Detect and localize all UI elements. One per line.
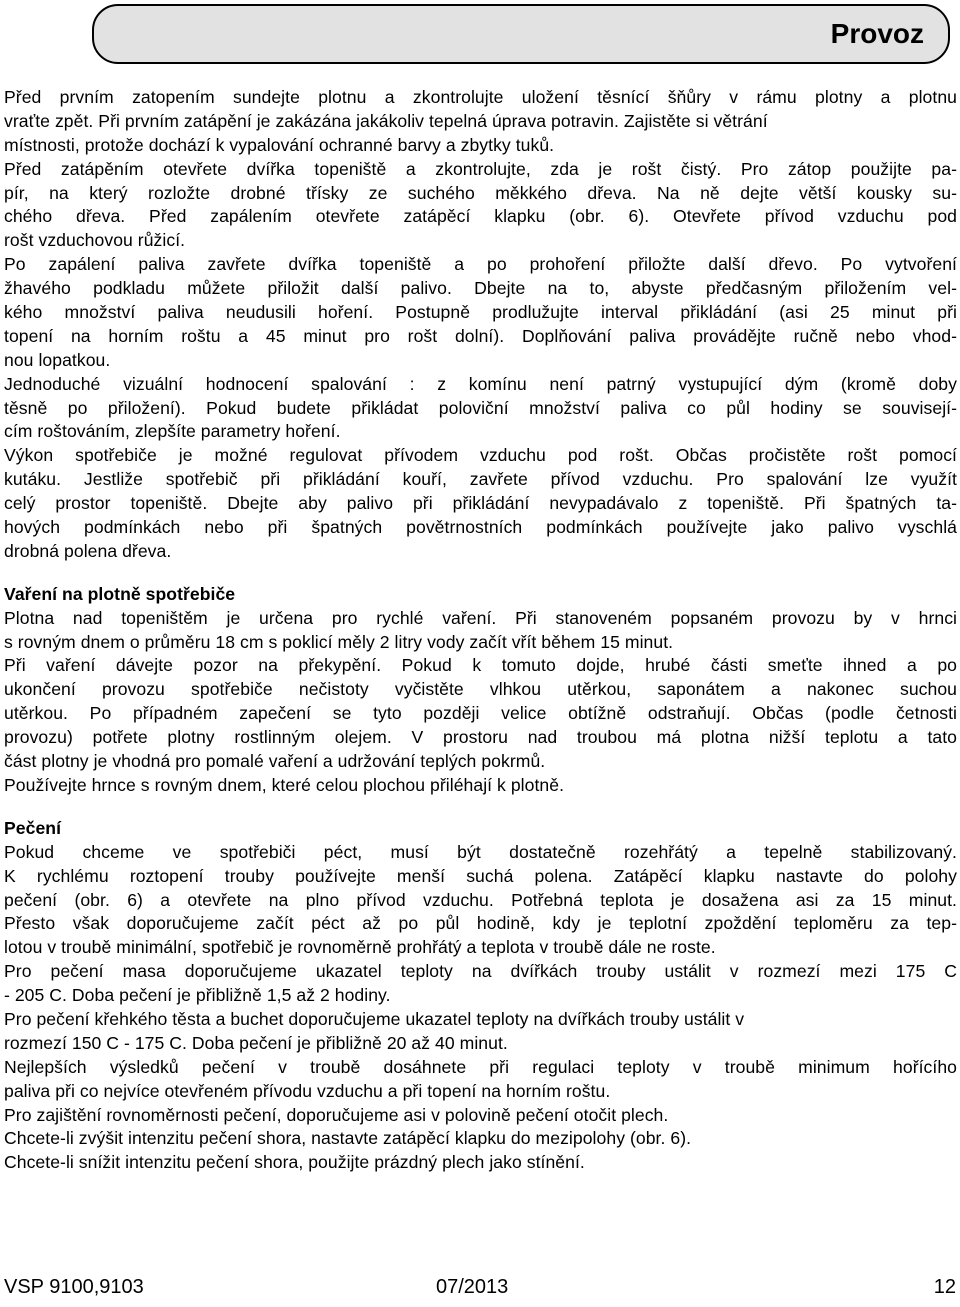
text-line: utěrkou. Po případném zapečení se tyto později velice obtížně odstraňují. Občas (podle četnosti — [4, 703, 957, 724]
text-line: ukončení provozu spotřebiče nečistoty vyčistěte vlhkou utěrkou, saponátem a nakonec suchou — [4, 679, 957, 700]
text-line: Plotna nad topeništěm je určena pro rychlé vaření. Při stanoveném popsaném provozu by v hrnci — [4, 607, 957, 628]
text-line: Přesto však doporučujeme začít péct až po půl hodině, kdy je teplotní zpoždění teploměru za tep- — [4, 913, 957, 934]
text-line: žhavého podkladu můžete přiložit další palivo. Dbejte na to, abyste předčasným přiložením vel- — [4, 278, 957, 299]
text-line: paliva při co nejvíce otevřeném přívodu vzduchu a při topení na horním roštu. — [4, 1080, 611, 1101]
text-line: s rovným dnem o průměru 18 cm s poklicí měly 2 litry vody začít vřít během 15 minut. — [4, 631, 674, 652]
text-line: část plotny je vhodná pro pomalé vaření a udržování teplých pokrmů. — [4, 751, 546, 772]
text-line: rošt vzduchovou růžicí. — [4, 230, 186, 251]
text-line: Pro zajištění rovnoměrnosti pečení, doporučujeme asi v polovině pečení otočit plech. — [4, 1104, 669, 1125]
text-line: Při vaření dávejte pozor na překypění. Pokud k tomuto dojde, hrubé části smeťte ihned a po — [4, 655, 957, 676]
page-title: Provoz — [830, 18, 924, 49]
text-line: Pro pečení křehkého těsta a buchet doporučujeme ukazatel teploty na dvířkách trouby ustálit v — [4, 1008, 745, 1029]
text-line: celý prostor topeniště. Dbejte aby palivo při přikládání nevypadávalo z topeniště. Při špatných ta- — [4, 493, 957, 514]
text-line: K rychlému roztopení trouby používejte menší suchá polena. Zatápěcí klapku nastavte do polohy — [4, 865, 957, 886]
page-number: 12 — [933, 1276, 956, 1298]
text-line: Chcete-li zvýšit intenzitu pečení shora, nastavte zatápěcí klapku do mezipolohy (obr. 6). — [4, 1128, 692, 1149]
text-line: cím roštováním, zlepšíte parametry hoření. — [4, 421, 341, 442]
text-line: kutáku. Jestliže spotřebič při přikládání kouří, zavřete přívod vzduchu. Pro spalování lze využít — [4, 469, 957, 490]
document-body — [4, 86, 957, 1175]
page-footer — [4, 1276, 956, 1304]
section-heading: Pečení — [4, 817, 62, 838]
text-line: chého dřeva. Před zapálením otevřete zatápěcí klapku (obr. 6). Otevřete přívod vzduchu pod — [4, 206, 957, 227]
text-line: Před prvním zatopením sundejte plotnu a zkontrolujte uložení těsnící šňůry v rámu plotny a plotnu — [4, 87, 957, 107]
text-line: kého množství paliva neudusili hoření. Postupně prodlužujte interval přikládání (asi 25 minut při — [4, 302, 957, 323]
text-line: - 205 C. Doba pečení je přibližně 1,5 až 2 hodiny. — [4, 985, 391, 1006]
text-line: Používejte hrnce s rovným dnem, které celou plochou přiléhají k plotně. — [4, 774, 565, 795]
text-line: těsně po přiložení). Pokud budete přikládat poloviční množství paliva co půl hodiny se souvisejí- — [4, 397, 957, 418]
text-line: Před zatápěním otevřete dvířka topeniště a zkontrolujte, zda je rošt čistý. Pro zátop použijte pa- — [4, 158, 957, 179]
text-line: Pokud chceme ve spotřebiči péct, musí být dostatečně rozehřátý a tepelně stabilizovaný. — [4, 841, 957, 862]
text-line: topení na horním roštu a 45 minut pro rošt dolní). Doplňování paliva provádějte ručně nebo vhod- — [4, 325, 957, 346]
text-line: Chcete-li snížit intenzitu pečení shora, použijte prázdný plech jako stínění. — [4, 1152, 585, 1173]
text-line: drobná polena dřeva. — [4, 540, 172, 561]
text-line: Pro pečení masa doporučujeme ukazatel teploty na dvířkách trouby ustálit v rozmezí mezi 175 C — [4, 961, 957, 982]
provoz-text — [4, 86, 957, 564]
peceni-section — [4, 817, 957, 1175]
text-line: Nejlepších výsledků pečení v troubě dosáhnete při regulaci teploty v troubě minimum hořícího — [4, 1056, 957, 1077]
vareni-section — [4, 583, 957, 798]
text-line: hových podmínkách nebo při špatných povětrnostních podmínkách používejte jako palivo vyschlá — [4, 517, 957, 538]
text-line: vraťte zpět. Při prvním zatápění je zakázána jakákoliv tepelná úprava potravin. Zajistěte si větrání — [4, 110, 768, 131]
text-line: lotou v troubě minimální, spotřebič je rovnoměrně prohřátý a teplota v troubě dále ne roste. — [4, 937, 716, 958]
text-line: pír, na který rozložte drobné třísky ze suchého měkkého dřeva. Na ně dejte větší kousky su- — [4, 182, 957, 203]
section-header — [92, 4, 950, 64]
section-heading: Vaření na plotně spotřebiče — [4, 583, 236, 604]
text-line: Výkon spotřebiče je možné regulovat přívodem vzduchu pod rošt. Občas pročistěte rošt pomocí — [4, 445, 957, 466]
text-line: rozmezí 150 C - 175 C. Doba pečení je přibližně 20 až 40 minut. — [4, 1032, 508, 1053]
text-line: provozu) potřete plotny rostlinným olejem. V prostoru nad troubou má plotna nižší teplotu a tato — [4, 727, 957, 748]
text-line: nou lopatkou. — [4, 349, 111, 370]
footer-date: 07/2013 — [436, 1276, 509, 1298]
footer-model: VSP 9100,9103 — [4, 1276, 144, 1298]
text-line: pečení (obr. 6) a otevřete na plno přívod vzduchu. Potřebná teplota je dosažena asi za 15 minut. — [4, 889, 957, 910]
text-line: místnosti, protože dochází k vypalování ochranné barvy a zbytky tuků. — [4, 134, 555, 155]
text-line: Jednoduché vizuální hodnocení spalování : z komínu není patrný vystupující dým (kromě doby — [4, 373, 957, 394]
text-line: Po zapálení paliva zavřete dvířka topeniště a po prohoření přiložte další dřevo. Po vytvoření — [4, 254, 957, 275]
